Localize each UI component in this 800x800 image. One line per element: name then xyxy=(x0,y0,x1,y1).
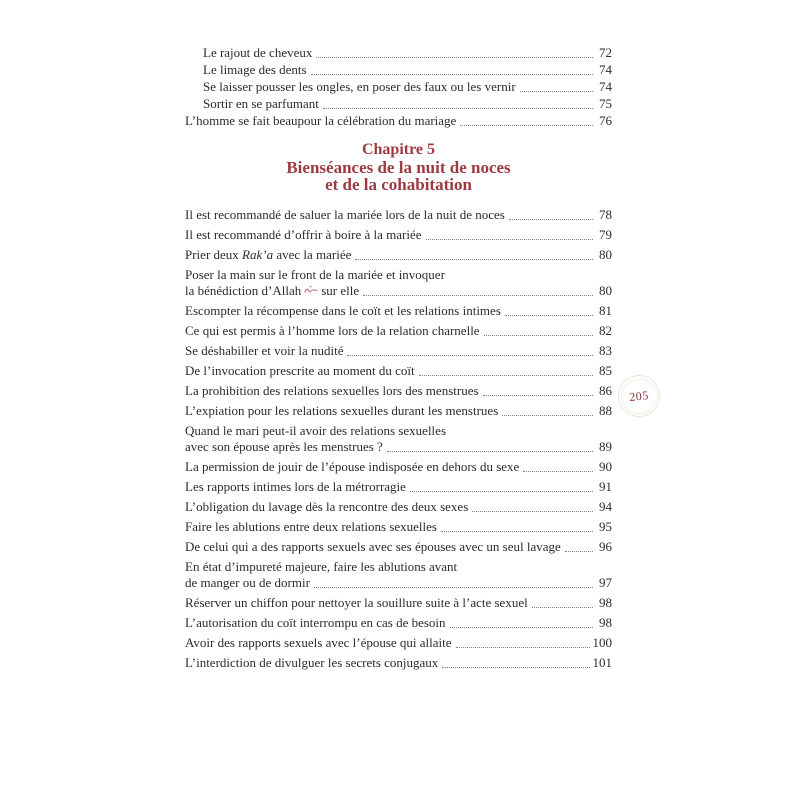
toc-entry-title: Poser la main sur le front de la mariée et invoquer xyxy=(185,267,445,282)
toc-entry-page: 74 xyxy=(599,79,612,94)
toc-entry-page: 95 xyxy=(599,519,612,534)
dot-leader xyxy=(363,295,593,296)
toc-entry-title: L’interdiction de divulguer les secrets conjugaux xyxy=(185,655,439,670)
toc-entry-page: 82 xyxy=(599,323,612,338)
dot-leader xyxy=(472,511,593,512)
toc-entry xyxy=(185,323,612,339)
toc-entry xyxy=(185,499,612,515)
dot-leader xyxy=(314,587,593,588)
dot-leader xyxy=(450,627,593,628)
toc-entry xyxy=(185,383,612,399)
toc-entry-title xyxy=(185,247,351,263)
toc-entry xyxy=(185,655,612,671)
toc-entry-title: La permission de jouir de l’épouse indisposée en dehors du sexe xyxy=(185,459,520,474)
toc-entry xyxy=(185,227,612,243)
toc-entry xyxy=(185,78,612,95)
toc-entry-page: 74 xyxy=(599,62,612,77)
toc-entry-title xyxy=(185,283,359,299)
chapter-heading xyxy=(185,141,612,193)
toc-entry-page: 80 xyxy=(599,283,612,298)
toc-entry-title: L’autorisation du coït interrompu en cas de besoin xyxy=(185,615,446,630)
toc-entry-title: De l’invocation prescrite au moment du coït xyxy=(185,363,415,378)
toc-entry-title: L’obligation du lavage dès la rencontre des deux sexes xyxy=(185,499,469,514)
toc-entry-title: L’homme se fait beaupour la célébration du mariage xyxy=(185,113,457,128)
toc-entry-page: 97 xyxy=(599,575,612,590)
toc-entry xyxy=(185,112,612,129)
toc-entry xyxy=(185,267,612,299)
toc-entry xyxy=(185,403,612,419)
dot-leader xyxy=(387,451,593,452)
toc-entry-page: 94 xyxy=(599,499,612,514)
toc-entry-page: 98 xyxy=(599,615,612,630)
toc-entry-page: 75 xyxy=(599,96,612,111)
dot-leader xyxy=(532,607,593,608)
toc-entry-title: Quand le mari peut-il avoir des relations sexuelles xyxy=(185,423,447,438)
toc-entry xyxy=(185,423,612,455)
toc-entry-page: 83 xyxy=(599,343,612,358)
toc-entry-title: avec son épouse après les menstrues ? xyxy=(185,439,383,454)
toc-entry-title: Le limage des dents xyxy=(203,62,307,77)
toc-entry xyxy=(185,343,612,359)
toc-entry-title: Le rajout de cheveux xyxy=(203,45,313,60)
toc-entry-title: Sortir en se parfumant xyxy=(203,96,319,111)
toc-entry-title: La prohibition des relations sexuelles lors des menstrues xyxy=(185,383,479,398)
dot-leader xyxy=(520,91,593,92)
toc-entry xyxy=(185,247,612,263)
toc-entry-page: 88 xyxy=(599,403,612,418)
dot-leader xyxy=(483,395,593,396)
toc-entry xyxy=(185,459,612,475)
toc-entry-page: 81 xyxy=(599,303,612,318)
dot-leader xyxy=(323,108,593,109)
chapter-label: Chapitre 5 xyxy=(361,141,436,158)
dot-leader xyxy=(505,315,593,316)
dot-leader xyxy=(316,57,593,58)
dot-leader xyxy=(347,355,593,356)
dot-leader xyxy=(311,74,593,75)
toc-entry-title: Escompter la récompense dans le coït et les relations intimes xyxy=(185,303,501,318)
toc-entry-title: Se déshabiller et voir la nudité xyxy=(185,343,344,358)
toc-entry xyxy=(185,615,612,631)
toc-entry xyxy=(185,595,612,611)
toc-entry-title: Réserver un chiffon pour nettoyer la souillure suite à l’acte sexuel xyxy=(185,595,528,610)
toc-entry-title-part: avec la mariée xyxy=(273,247,352,262)
toc-entry-title: de manger ou de dormir xyxy=(185,575,310,590)
toc-pre-section xyxy=(185,44,612,129)
toc-entry-page: 85 xyxy=(599,363,612,378)
dot-leader xyxy=(441,531,593,532)
toc-entry-title: L’expiation pour les relations sexuelles durant les menstrues xyxy=(185,403,499,418)
toc-entry-title-italic: Rak’a xyxy=(242,247,274,262)
toc-entry xyxy=(185,559,612,591)
toc-entry-page: 98 xyxy=(599,595,612,610)
toc-entry xyxy=(185,303,612,319)
toc-entry-title: Avoir des rapports sexuels avec l’épouse qui allaite xyxy=(185,635,452,650)
toc-entry-page: 91 xyxy=(599,479,612,494)
toc-entry-title: En état d’impureté majeure, faire les ablutions avant xyxy=(185,559,458,574)
toc-entry-title: Il est recommandé d’offrir à boire à la mariée xyxy=(185,227,422,242)
toc-entry-page: 90 xyxy=(599,459,612,474)
dot-leader xyxy=(442,667,589,668)
toc-content xyxy=(185,44,612,675)
toc-entry-page: 100 xyxy=(592,635,612,650)
dot-leader xyxy=(419,375,593,376)
dot-leader xyxy=(565,551,593,552)
toc-entry xyxy=(185,44,612,61)
toc-entry-page: 76 xyxy=(599,113,612,128)
dot-leader xyxy=(460,125,593,126)
dot-leader xyxy=(456,647,590,648)
toc-entry-page: 89 xyxy=(599,439,612,454)
dot-leader xyxy=(484,335,593,336)
dot-leader xyxy=(410,491,593,492)
toc-entry-title: Il est recommandé de saluer la mariée lors de la nuit de noces xyxy=(185,207,505,222)
dot-leader xyxy=(509,219,593,220)
dot-leader xyxy=(502,415,593,416)
toc-entry-page: 96 xyxy=(599,539,612,554)
toc-entry-list xyxy=(185,207,612,671)
dot-leader xyxy=(523,471,593,472)
toc-entry-title: Faire les ablutions entre deux relations sexuelles xyxy=(185,519,437,534)
toc-entry xyxy=(185,519,612,535)
toc-entry-title-part: la bénédiction d’Allah xyxy=(185,283,302,298)
toc-entry xyxy=(185,539,612,555)
page-number-medallion xyxy=(616,373,662,419)
toc-entry-page: 101 xyxy=(592,655,612,670)
toc-entry xyxy=(185,363,612,379)
page-number: 205 xyxy=(628,387,650,404)
toc-entry xyxy=(185,61,612,78)
toc-entry xyxy=(185,95,612,112)
toc-entry-title: Ce qui est permis à l’homme lors de la relation charnelle xyxy=(185,323,480,338)
toc-entry-page: 80 xyxy=(599,247,612,262)
toc-entry-title: Les rapports intimes lors de la métrorragie xyxy=(185,479,406,494)
toc-entry-title-part: Prier deux xyxy=(185,247,243,262)
toc-entry xyxy=(185,479,612,495)
toc-entry-title: De celui qui a des rapports sexuels avec ses épouses avec un seul lavage xyxy=(185,539,561,554)
toc-entry-title: Se laisser pousser les ongles, en poser des faux ou les vernir xyxy=(203,79,516,94)
toc-entry-title-part: sur elle xyxy=(321,283,360,298)
toc-entry-page: 78 xyxy=(599,207,612,222)
toc-entry-page: 79 xyxy=(599,227,612,242)
toc-entry-page: 72 xyxy=(599,45,612,60)
chapter-title-line2: et de la cohabitation xyxy=(325,175,472,194)
chapter-title-line1: Bienséances de la nuit de noces xyxy=(286,158,511,177)
dot-leader xyxy=(426,239,593,240)
dot-leader xyxy=(355,259,593,260)
toc-entry-page: 86 xyxy=(599,383,612,398)
toc-entry xyxy=(185,635,612,651)
toc-entry xyxy=(185,207,612,223)
allah-honorific-icon xyxy=(304,285,318,295)
